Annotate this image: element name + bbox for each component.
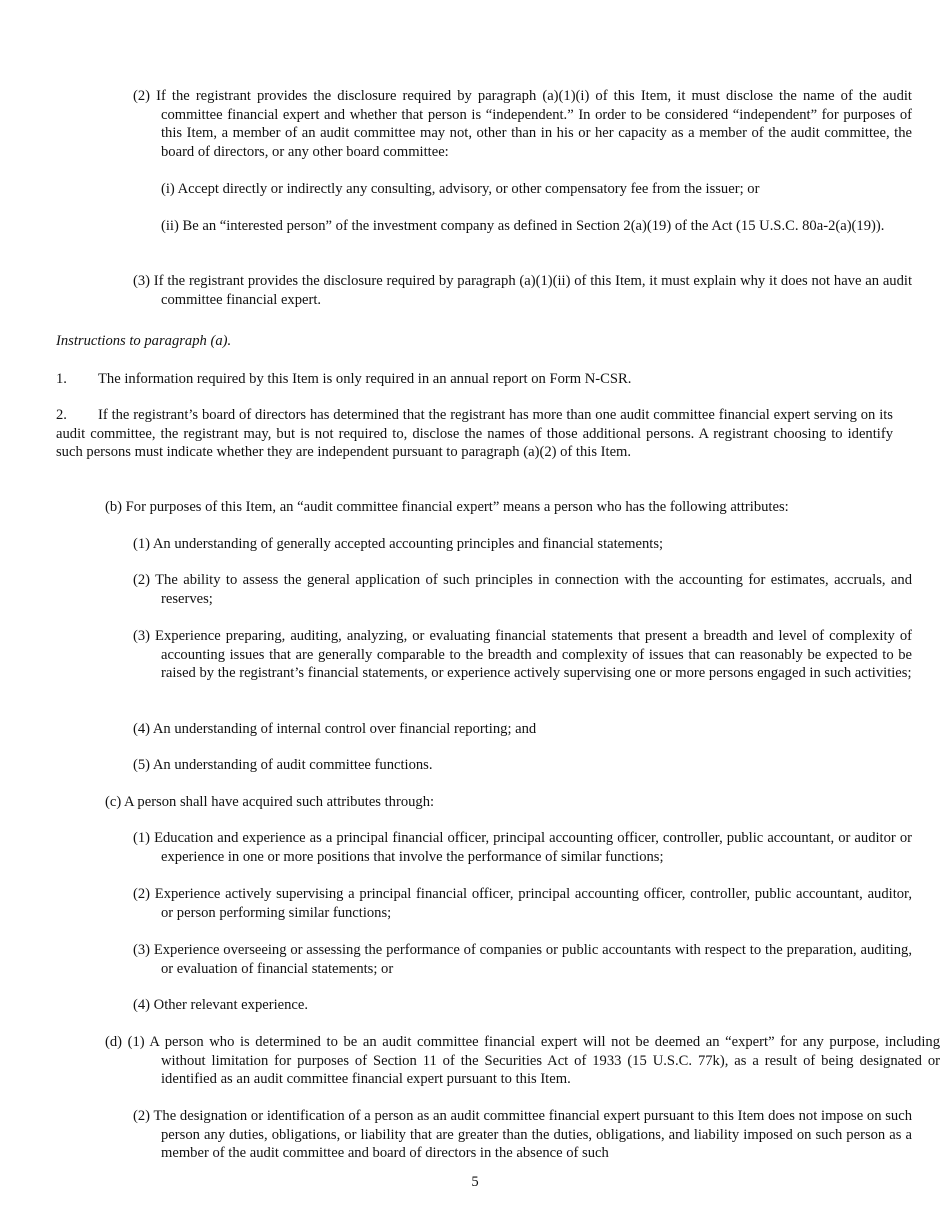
paragraph-c1: (1) Education and experience as a principal financial officer, principal accounting officer, controller, public accountant, or auditor or experience in one or more positions that involve the performance of similar functions;	[133, 830, 912, 865]
paragraph-b: (b) For purposes of this Item, an “audit committee financial expert” means a person who has the following attributes:	[105, 499, 789, 515]
paragraph-b4: (4) An understanding of internal control over financial reporting; and	[133, 721, 537, 737]
instruction-2-text: If the registrant’s board of directors has determined that the registrant has more than one audit committee financial expert serving on its audit committee, the registrant may, but is not required to, disclose the names of those additional persons. A registrant choosing to identify such persons must indicate whether they are independent pursuant to paragraph (a)(2) of this Item.	[56, 407, 893, 461]
paragraph-a3: (3) If the registrant provides the disclosure required by paragraph (a)(1)(ii) of this Item, it must explain why it does not have an audit committee financial expert.	[133, 273, 912, 308]
paragraph-c3: (3) Experience overseeing or assessing the performance of companies or public accountants with respect to the preparation, auditing, or evaluation of financial statements; or	[133, 942, 912, 977]
paragraph-b2: (2) The ability to assess the general application of such principles in connection with the accounting for estimates, accruals, and reserves;	[133, 572, 912, 607]
paragraph-b1: (1) An understanding of generally accepted accounting principles and financial statements;	[133, 536, 664, 552]
paragraph-b5: (5) An understanding of audit committee functions.	[133, 757, 433, 773]
instruction-1-number: 1.	[56, 371, 67, 387]
paragraph-a2: (2) If the registrant provides the disclosure required by paragraph (a)(1)(i) of this Item, it must disclose the name of the audit committee financial expert and whether that person is “independent.” In order to be considered “independent” for purposes of this Item, a member of an audit committee may not, other than in his or her capacity as a member of the audit committee, the board of directors, or any other board committee:	[133, 88, 912, 160]
instruction-2-number: 2.	[56, 407, 67, 423]
instruction-1-text: The information required by this Item is only required in an annual report on Form N-CSR.	[98, 371, 632, 387]
instruction-2	[56, 406, 893, 462]
paragraph-c: (c) A person shall have acquired such attributes through:	[105, 794, 435, 810]
paragraph-a2-ii: (ii) Be an “interested person” of the investment company as defined in Section 2(a)(19) of the Act (15 U.S.C. 80a-2(a)(19)).	[161, 218, 885, 234]
paragraph-c2: (2) Experience actively supervising a principal financial officer, principal accounting officer, controller, public accountant, auditor, or person performing similar functions;	[133, 886, 912, 921]
instructions-heading: Instructions to paragraph (a).	[56, 333, 232, 349]
page-number: 5	[471, 1174, 479, 1190]
paragraph-d2: (2) The designation or identification of a person as an audit committee financial expert pursuant to this Item does not impose on such person any duties, obligations, or liability that are greater than the duties, obligations, and liability imposed on such person as a member of the audit committee and board of directors in the absence of such	[133, 1108, 912, 1162]
instruction-1	[56, 370, 893, 389]
paragraph-a2-i: (i) Accept directly or indirectly any consulting, advisory, or other compensatory fee from the issuer; or	[161, 181, 760, 197]
paragraph-c4: (4) Other relevant experience.	[133, 997, 309, 1013]
paragraph-d1: (d) (1) A person who is determined to be an audit committee financial expert will not be deemed an “expert” for any purpose, including without limitation for purposes of Section 11 of the Securities Act of 1933 (15 U.S.C. 77k), as a result of being designated or identified as an audit committee financial expert pursuant to this Item.	[105, 1034, 940, 1088]
paragraph-b3: (3) Experience preparing, auditing, analyzing, or evaluating financial statements that present a breadth and level of complexity of accounting issues that are generally comparable to the breadth and complexity of issues that can reasonably be expected to be raised by the registrant’s financial statements, or experience actively supervising one or more persons engaged in such activities;	[133, 628, 912, 682]
